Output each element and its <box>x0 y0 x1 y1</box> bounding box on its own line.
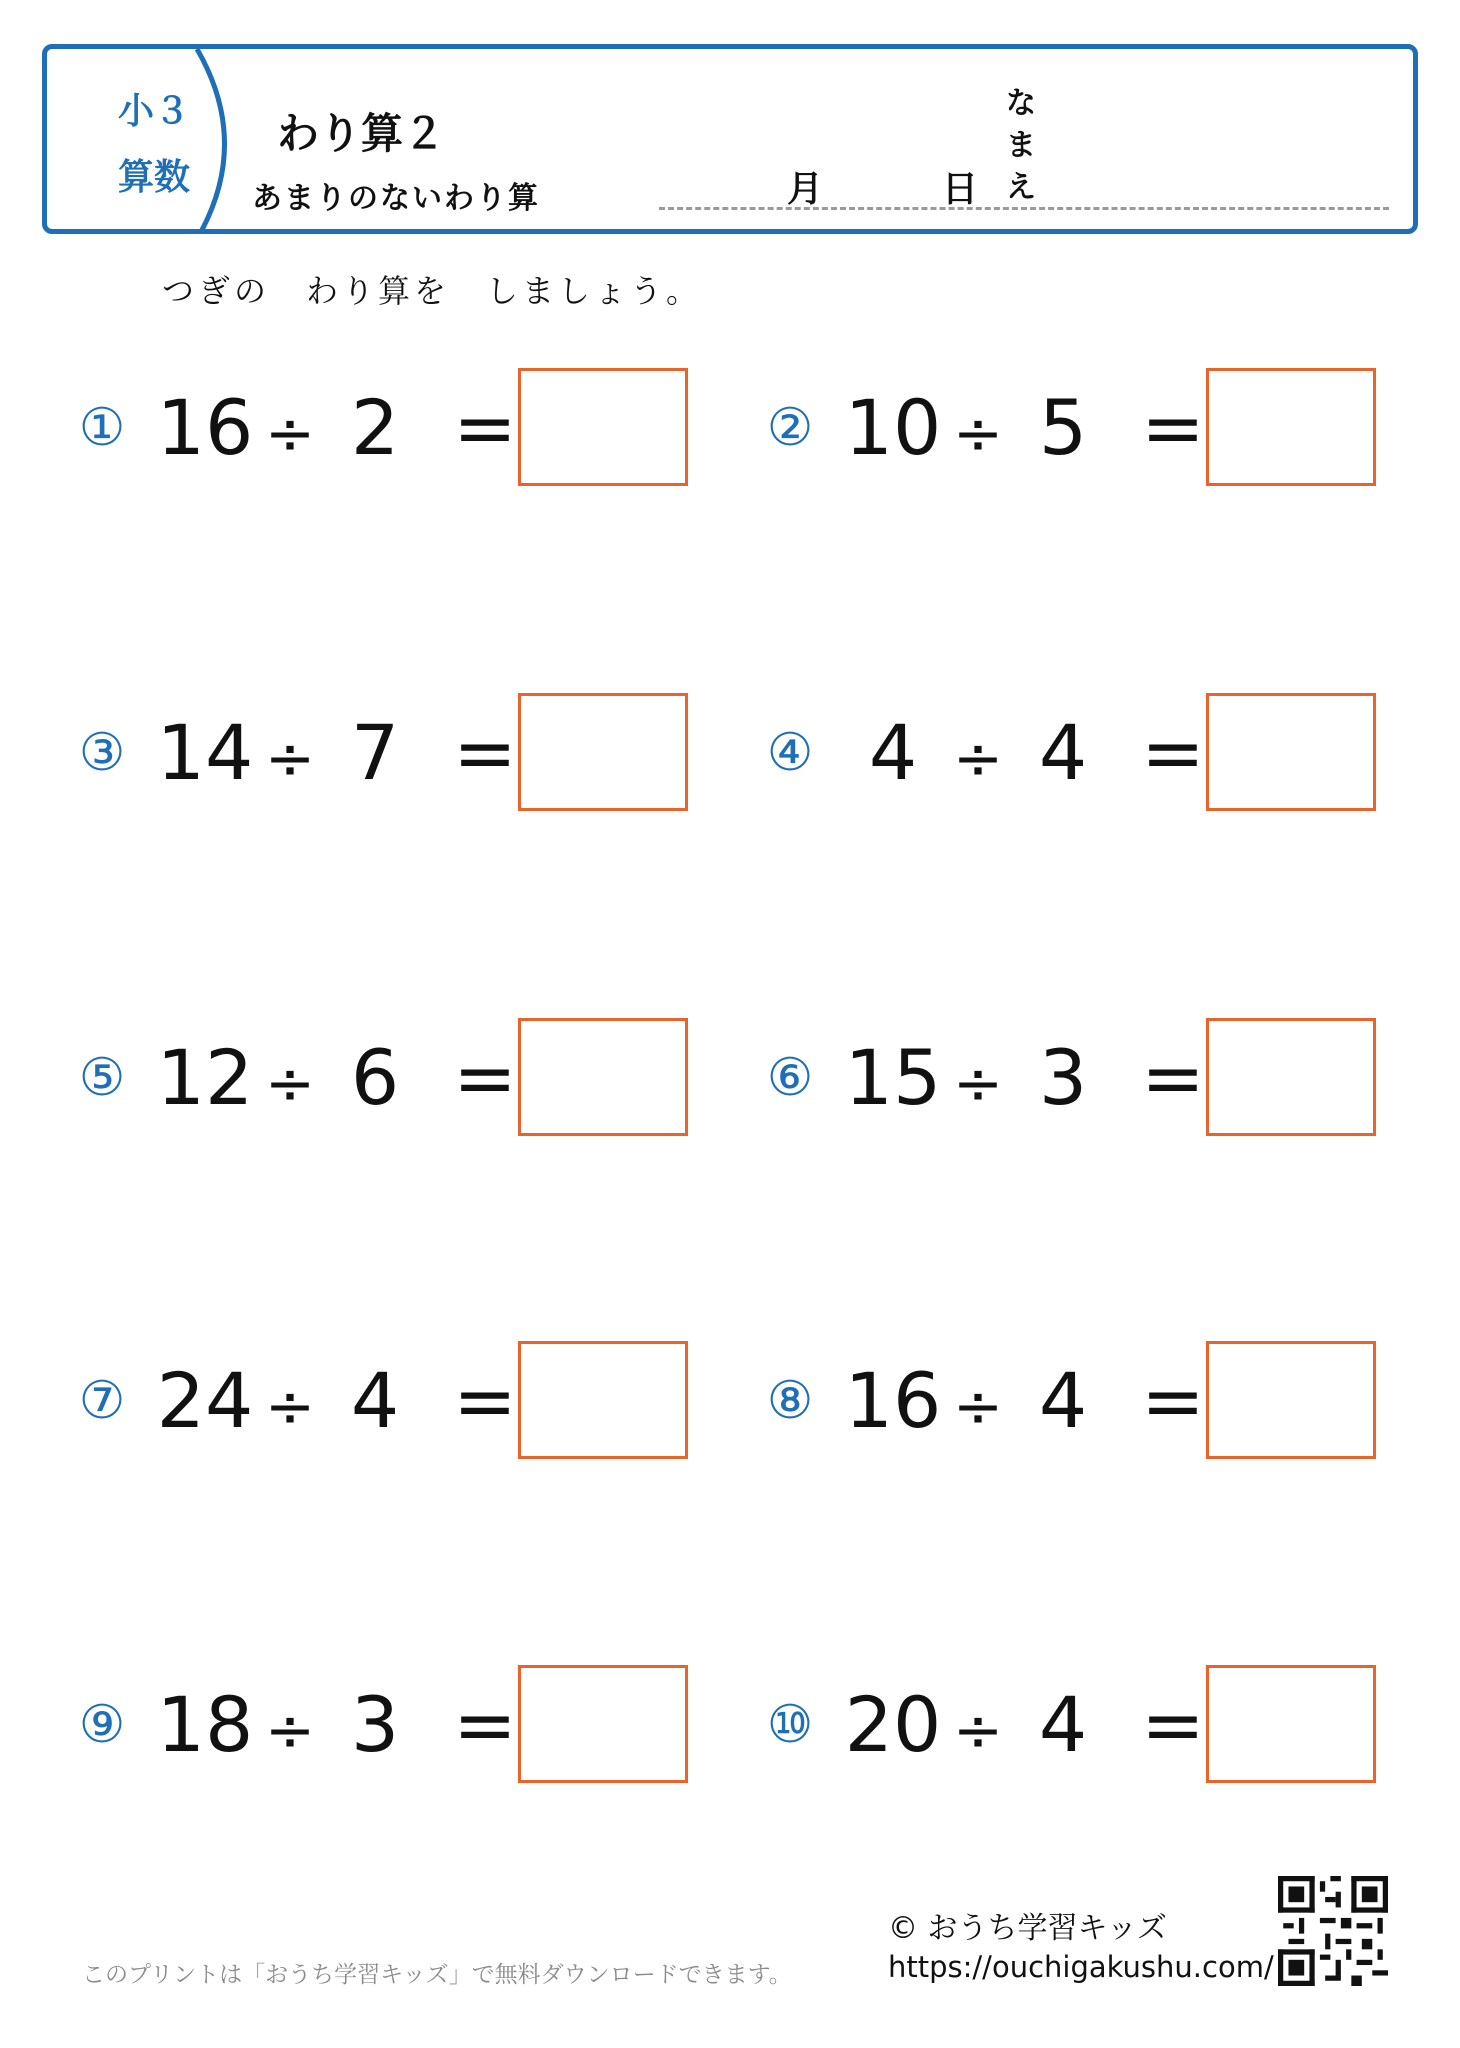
name-label: なまえ <box>1006 86 1036 205</box>
qr-code-icon <box>1278 1876 1388 1986</box>
grade-tab-divider <box>47 49 267 234</box>
problem-item <box>72 1665 712 1785</box>
problem-number: ⑨ <box>78 1695 126 1755</box>
divisor: 3 <box>1038 1033 1088 1122</box>
equals-sign: = <box>1141 708 1205 797</box>
equals-sign: = <box>1141 1033 1205 1122</box>
divisor: 4 <box>1038 708 1088 797</box>
divide-sign: ÷ <box>264 1696 316 1766</box>
divide-sign: ÷ <box>264 1372 316 1442</box>
problem-item <box>760 1341 1400 1461</box>
problem-item <box>72 1341 712 1461</box>
divisor: 7 <box>350 708 400 797</box>
problem-number: ⑦ <box>78 1371 126 1431</box>
divide-sign: ÷ <box>264 399 316 469</box>
worksheet-title: わり算２ <box>277 109 446 158</box>
problem-number: ④ <box>766 723 814 783</box>
divisor: 5 <box>1038 383 1088 472</box>
worksheet-subtitle: あまりのないわり算 <box>252 181 540 216</box>
division-expression <box>150 1357 540 1451</box>
day-label: 日 <box>942 169 979 210</box>
site-url-link[interactable]: https://ouchigakushu.com/ <box>888 1950 1274 1984</box>
divisor: 2 <box>350 383 400 472</box>
equals-sign: = <box>453 1680 517 1769</box>
answer-box[interactable] <box>1206 1665 1376 1783</box>
divide-sign: ÷ <box>952 399 1004 469</box>
equals-sign: = <box>453 708 517 797</box>
problem-number: ⑩ <box>766 1695 814 1755</box>
divisor: 4 <box>1038 1680 1088 1769</box>
division-expression <box>838 709 1228 803</box>
equals-sign: = <box>453 1033 517 1122</box>
answer-box[interactable] <box>518 1341 688 1459</box>
worksheet-header <box>42 44 1418 234</box>
subject-label: 算数 <box>117 157 190 198</box>
answer-box[interactable] <box>518 1665 688 1783</box>
problem-number: ① <box>78 398 126 458</box>
divide-sign: ÷ <box>264 724 316 794</box>
month-label: 月 <box>787 169 824 210</box>
division-expression <box>150 1034 540 1128</box>
problem-item <box>72 693 712 813</box>
equals-sign: = <box>453 1356 517 1445</box>
copyright-text: © おうち学習キッズ <box>888 1911 1167 1946</box>
dividend: 20 <box>844 1680 942 1769</box>
equals-sign: = <box>453 383 517 472</box>
problem-item <box>760 1665 1400 1785</box>
dividend: 18 <box>156 1680 254 1769</box>
division-expression <box>838 1357 1228 1451</box>
dividend: 16 <box>844 1356 942 1445</box>
problem-number: ③ <box>78 723 126 783</box>
answer-box[interactable] <box>518 1018 688 1136</box>
dividend: 24 <box>156 1356 254 1445</box>
divisor: 4 <box>1038 1356 1088 1445</box>
problem-item <box>72 1018 712 1138</box>
answer-box[interactable] <box>518 693 688 811</box>
divide-sign: ÷ <box>264 1049 316 1119</box>
dividend: 16 <box>156 383 254 472</box>
answer-box[interactable] <box>1206 1341 1376 1459</box>
instruction-text: つぎの わり算を しましょう。 <box>162 272 703 310</box>
divisor: 6 <box>350 1033 400 1122</box>
divisor: 4 <box>350 1356 400 1445</box>
problem-item <box>72 368 712 488</box>
divide-sign: ÷ <box>952 1049 1004 1119</box>
dividend: 4 <box>868 708 918 797</box>
footer-note: このプリントは「おうち学習キッズ」で無料ダウンロードできます。 <box>82 1962 792 1988</box>
answer-box[interactable] <box>1206 368 1376 486</box>
problem-number: ⑥ <box>766 1048 814 1108</box>
division-expression <box>838 1034 1228 1128</box>
problem-item <box>760 368 1400 488</box>
equals-sign: = <box>1141 1356 1205 1445</box>
divide-sign: ÷ <box>952 1696 1004 1766</box>
division-expression <box>838 384 1228 478</box>
problem-number: ⑧ <box>766 1371 814 1431</box>
answer-box[interactable] <box>1206 693 1376 811</box>
division-expression <box>838 1681 1228 1775</box>
problem-item <box>760 693 1400 813</box>
divisor: 3 <box>350 1680 400 1769</box>
dividend: 10 <box>844 383 942 472</box>
name-write-line[interactable] <box>659 207 1389 210</box>
division-expression <box>150 384 540 478</box>
problem-number: ⑤ <box>78 1048 126 1108</box>
problem-item <box>760 1018 1400 1138</box>
answer-box[interactable] <box>518 368 688 486</box>
division-expression <box>150 1681 540 1775</box>
dividend: 15 <box>844 1033 942 1122</box>
divide-sign: ÷ <box>952 1372 1004 1442</box>
dividend: 14 <box>156 708 254 797</box>
answer-box[interactable] <box>1206 1018 1376 1136</box>
equals-sign: = <box>1141 1680 1205 1769</box>
problem-number: ② <box>766 398 814 458</box>
grade-label: 小３ <box>117 91 190 132</box>
dividend: 12 <box>156 1033 254 1122</box>
division-expression <box>150 709 540 803</box>
divide-sign: ÷ <box>952 724 1004 794</box>
equals-sign: = <box>1141 383 1205 472</box>
